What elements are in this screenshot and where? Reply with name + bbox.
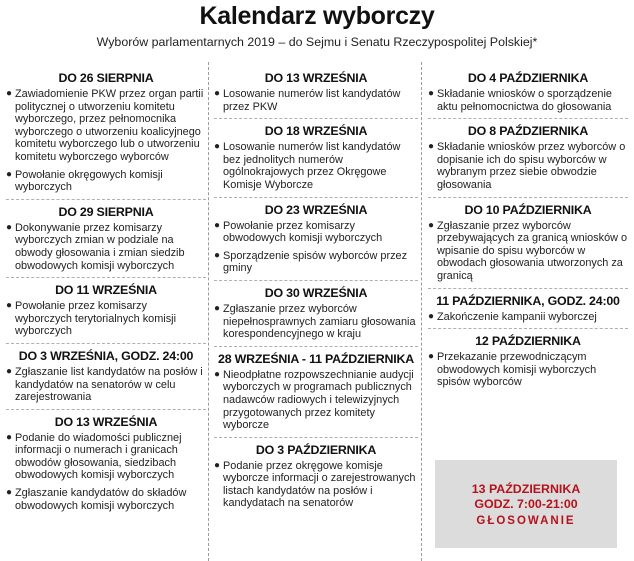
bullet-icon: ● bbox=[6, 487, 13, 499]
bullet-icon: ● bbox=[428, 310, 435, 322]
deadline-section bbox=[214, 437, 418, 510]
deadline-item bbox=[214, 369, 418, 432]
deadline-item-text: Powołanie przez komisarzy obwodowych komisji wyborczych bbox=[223, 219, 383, 245]
bullet-icon: ● bbox=[428, 141, 435, 153]
deadline-heading: 11 PAŹDZIERNIKA, GODZ. 24:00 bbox=[436, 293, 620, 308]
deadline-item bbox=[6, 222, 206, 272]
deadline-heading: DO 3 PAŹDZIERNIKA bbox=[255, 442, 377, 457]
bullet-icon: ● bbox=[6, 365, 13, 377]
deadline-item bbox=[6, 169, 206, 194]
deadline-item-text: Powołanie okręgowych komisji wyborczych bbox=[15, 168, 163, 194]
deadline-item bbox=[428, 351, 628, 389]
calendar-column-1 bbox=[6, 66, 206, 561]
deadline-heading: DO 3 WRZEŚNIA, GODZ. 24:00 bbox=[18, 348, 194, 363]
deadline-heading: DO 4 PAŹDZIERNIKA bbox=[467, 71, 589, 85]
election-hours: GODZ. 7:00-21:00 bbox=[474, 497, 578, 511]
column-divider bbox=[208, 62, 209, 561]
bullet-icon: ● bbox=[214, 368, 221, 380]
deadline-section bbox=[428, 288, 628, 324]
deadline-item bbox=[6, 88, 206, 164]
deadline-section bbox=[6, 199, 206, 272]
deadline-section bbox=[214, 197, 418, 275]
deadline-section bbox=[428, 328, 628, 389]
page-subtitle: Wyborów parlamentarnych 2019 – do Sejmu i Senatu Rzeczypospolitej Polskiej* bbox=[96, 35, 538, 49]
deadline-item-text: Sporządzenie spisów wyborców przez gminy bbox=[223, 249, 408, 275]
deadline-item bbox=[428, 141, 628, 191]
deadline-section bbox=[6, 343, 206, 404]
deadline-heading: DO 11 WRZEŚNIA bbox=[55, 283, 157, 298]
deadline-heading: DO 30 WRZEŚNIA bbox=[264, 285, 368, 300]
bullet-icon: ● bbox=[6, 431, 13, 443]
deadline-heading: DO 26 SIERPNIA bbox=[58, 71, 154, 85]
bullet-icon: ● bbox=[428, 219, 435, 231]
deadline-item-text: Podanie przez okręgowe komisje wyborcze informacji o zarejestrowanych listach kandydatów na posłów i kandydatach na senatorów bbox=[223, 459, 416, 510]
page-title: Kalendarz wyborczy bbox=[199, 2, 435, 30]
deadline-item-text: Losowanie numerów list kandydatów bez jednolitych numerów ogólnokrajowych przez Okręgowe Komisje Wyborcze bbox=[223, 141, 401, 191]
bullet-icon: ● bbox=[6, 168, 13, 180]
deadline-section bbox=[214, 118, 418, 191]
deadline-heading: DO 18 WRZEŚNIA bbox=[264, 124, 368, 139]
bullet-icon: ● bbox=[214, 219, 221, 231]
deadline-item bbox=[214, 88, 418, 113]
deadline-item-text: Podanie do wiadomości publicznej informacji o numerach i granicach obwodów głosowania, siedzibach obwodowych komisji wyborczych bbox=[15, 431, 182, 482]
election-label: GŁOSOWANIE bbox=[476, 515, 576, 527]
deadline-item-text: Zgłaszanie kandydatów do składów obwodowych komisji wyborczych bbox=[15, 487, 187, 512]
deadline-item bbox=[6, 487, 206, 512]
deadline-heading: DO 13 WRZEŚNIA bbox=[264, 71, 368, 85]
deadline-item-text: Zgłaszanie przez wyborców niepełnosprawnych zamiaru głosowania korespondencyjnego w kraju bbox=[223, 302, 416, 341]
deadline-item-text: Zgłaszanie przez wyborców przebywających za granicą wniosków o wpisanie do spisu wyborców w obwodach głosowania utworzonych za granicą bbox=[437, 219, 628, 282]
election-date: 13 PAŹDZIERNIKA bbox=[471, 482, 581, 496]
bullet-icon: ● bbox=[214, 249, 221, 261]
deadline-item bbox=[6, 300, 206, 338]
deadline-item bbox=[214, 303, 418, 341]
deadline-item-text: Składanie wniosków przez wyborców o dopisanie ich do spisu wyborców w wybranym przez siebie obwodzie głosowania bbox=[437, 141, 626, 191]
bullet-icon: ● bbox=[428, 351, 435, 363]
deadline-item bbox=[214, 141, 418, 191]
deadline-section bbox=[6, 66, 206, 194]
deadline-item-text: Losowanie numerów list kandydatów przez PKW bbox=[223, 88, 401, 113]
deadline-item bbox=[214, 250, 418, 275]
bullet-icon: ● bbox=[6, 88, 13, 99]
deadline-item-text: Zgłaszanie list kandydatów na posłów i kandydatów na senatorów w celu zarejestrowania bbox=[15, 365, 203, 404]
deadline-item bbox=[214, 460, 418, 510]
deadline-heading: DO 23 WRZEŚNIA bbox=[264, 202, 368, 217]
deadline-heading: 12 PAŹDZIERNIKA bbox=[475, 334, 581, 349]
bullet-icon: ● bbox=[6, 221, 13, 233]
deadline-section bbox=[6, 409, 206, 513]
deadline-item-text: Dokonywanie przez komisarzy wyborczych zmian w podziale na obwody głosowania i zmian siedzib obwodowych komisji wyborczych bbox=[15, 221, 185, 272]
deadline-item-text: Zakończenie kampanii wyborczej bbox=[437, 310, 597, 323]
deadline-heading: DO 13 WRZEŚNIA bbox=[54, 414, 158, 429]
deadline-item-text: Powołanie przez komisarzy wyborczych terytorialnych komisji wyborczych bbox=[15, 300, 176, 338]
deadline-item bbox=[214, 220, 418, 245]
deadline-item-text: Nieodpłatne rozpowszechnianie audycji wyborczych w programach publicznych nadawców radiowych i telewizyjnych przygotowanych przez komitety wyborcze bbox=[223, 368, 414, 432]
deadline-section bbox=[6, 277, 206, 338]
deadline-item-text: Przekazanie przewodniczącym obwodowych komisji wyborczych spisów wyborców bbox=[437, 351, 597, 389]
deadline-heading: DO 29 SIERPNIA bbox=[58, 204, 154, 219]
deadline-item bbox=[428, 88, 628, 113]
bullet-icon: ● bbox=[214, 141, 221, 153]
deadline-section bbox=[214, 346, 418, 432]
deadline-heading: DO 10 PAŹDZIERNIKA bbox=[464, 202, 592, 217]
deadline-section bbox=[428, 197, 628, 283]
column-divider bbox=[421, 62, 422, 561]
deadline-heading: 28 WRZEŚNIA - 11 PAŹDZIERNIKA bbox=[218, 351, 414, 366]
deadline-section bbox=[428, 66, 628, 113]
bullet-icon: ● bbox=[214, 302, 221, 314]
bullet-icon: ● bbox=[6, 300, 13, 312]
deadline-section bbox=[214, 280, 418, 341]
election-day-box bbox=[435, 460, 617, 548]
deadline-item-text: Zawiadomienie PKW przez organ partii politycznej o utworzeniu komitetu wyborczego, przez pełnomocnika wyborczego o utworzeniu koalicyjnego komitetu wyborczego lub o utworzeniu komitetu wyborczego wyborców bbox=[15, 88, 204, 163]
deadline-section bbox=[214, 66, 418, 113]
bullet-icon: ● bbox=[428, 88, 435, 99]
bullet-icon: ● bbox=[214, 459, 221, 471]
deadline-item bbox=[428, 220, 628, 283]
deadline-section bbox=[428, 118, 628, 191]
deadline-heading: DO 8 PAŹDZIERNIKA bbox=[467, 124, 589, 139]
deadline-item bbox=[6, 432, 206, 482]
deadline-item bbox=[6, 366, 206, 404]
deadline-item-text: Składanie wniosków o sporządzenie aktu pełnomocnictwa do głosowania bbox=[437, 88, 612, 113]
deadline-item bbox=[428, 311, 628, 324]
calendar-column-2 bbox=[214, 66, 418, 561]
bullet-icon: ● bbox=[214, 88, 221, 99]
